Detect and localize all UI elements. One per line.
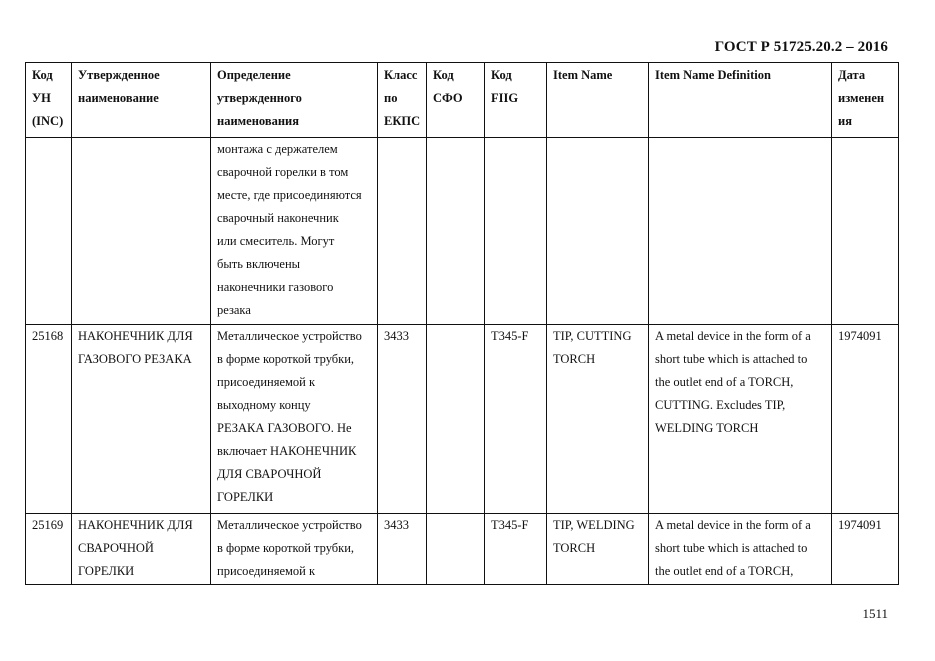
cell-inc: 25169 bbox=[26, 514, 72, 585]
header-definition: Определение утвержденного наименования bbox=[211, 63, 378, 138]
cell-item-name-definition bbox=[649, 138, 832, 325]
cell-approved-name bbox=[72, 138, 211, 325]
cell-ekps-class bbox=[378, 138, 427, 325]
cell-fiig-code: T345-F bbox=[485, 514, 547, 585]
cell-ekps-class: 3433 bbox=[378, 325, 427, 514]
cell-item-name: TIP, CUTTING TORCH bbox=[547, 325, 649, 514]
header-item-name: Item Name bbox=[547, 63, 649, 138]
header-inc: Код УН (INC) bbox=[26, 63, 72, 138]
cell-change-date: 1974091 bbox=[832, 514, 899, 585]
catalog-table bbox=[25, 62, 899, 585]
cell-item-name-definition: A metal device in the form of a short tube which is attached to the outlet end of a TORCH, bbox=[649, 514, 832, 585]
cell-approved-name: НАКОНЕЧНИК ДЛЯ СВАРОЧНОЙ ГОРЕЛКИ bbox=[72, 514, 211, 585]
header-change-date: Дата изменен ия bbox=[832, 63, 899, 138]
header-ekps-class: Класс по ЕКПС bbox=[378, 63, 427, 138]
table-row bbox=[26, 138, 899, 325]
cell-sfo-code bbox=[427, 138, 485, 325]
cell-inc bbox=[26, 138, 72, 325]
document-standard-header: ГОСТ Р 51725.20.2 – 2016 bbox=[714, 39, 888, 55]
cell-change-date: 1974091 bbox=[832, 325, 899, 514]
cell-definition: монтажа с держателем сварочной горелки в том месте, где присоединяются сварочный наконечник или смеситель. Могут быть включены наконечники газового резака bbox=[211, 138, 378, 325]
cell-definition: Металлическое устройство в форме короткой трубки, присоединяемой к bbox=[211, 514, 378, 585]
table-header-row bbox=[26, 63, 899, 138]
header-approved-name: Утвержденное наименование bbox=[72, 63, 211, 138]
header-fiig-code: Код FIIG bbox=[485, 63, 547, 138]
cell-sfo-code bbox=[427, 325, 485, 514]
header-sfo-code: Код СФО bbox=[427, 63, 485, 138]
page-number: 1511 bbox=[862, 606, 888, 621]
cell-change-date bbox=[832, 138, 899, 325]
cell-inc: 25168 bbox=[26, 325, 72, 514]
cell-item-name-definition: A metal device in the form of a short tube which is attached to the outlet end of a TORCH, CUTTING. Excludes TIP, WELDING TORCH bbox=[649, 325, 832, 514]
cell-sfo-code bbox=[427, 514, 485, 585]
cell-ekps-class: 3433 bbox=[378, 514, 427, 585]
cell-item-name bbox=[547, 138, 649, 325]
cell-fiig-code: T345-F bbox=[485, 325, 547, 514]
header-item-name-definition: Item Name Definition bbox=[649, 63, 832, 138]
table-row bbox=[26, 514, 899, 585]
cell-definition: Металлическое устройство в форме короткой трубки, присоединяемой к выходному концу РЕЗАКА ГАЗОВОГО. Не включает НАКОНЕЧНИК ДЛЯ СВАРОЧНОЙ ГОРЕЛКИ bbox=[211, 325, 378, 514]
table-row bbox=[26, 325, 899, 514]
cell-fiig-code bbox=[485, 138, 547, 325]
cell-item-name: TIP, WELDING TORCH bbox=[547, 514, 649, 585]
cell-approved-name: НАКОНЕЧНИК ДЛЯ ГАЗОВОГО РЕЗАКА bbox=[72, 325, 211, 514]
